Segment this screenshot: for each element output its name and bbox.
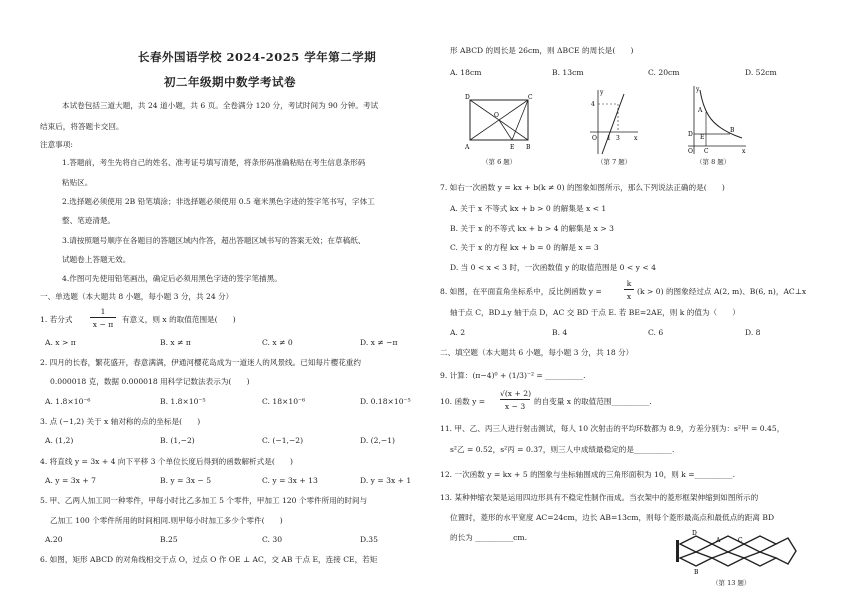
figure-13-caption: （第 13 题）	[712, 579, 751, 587]
svg-text:E: E	[510, 144, 515, 151]
q9-line: 9. 计算：(π−4)⁰ + (1/3)⁻² = __________.	[440, 371, 586, 380]
q5-option-c: C. 30	[262, 535, 283, 544]
q3-option-a: A. (1,2)	[45, 436, 74, 445]
q3-option-c: C. (−1,−2)	[262, 436, 304, 445]
q2-option-b: B. 1.8×10⁻⁵	[160, 397, 206, 406]
svg-text:C: C	[738, 537, 743, 544]
q2-option-c: C. 18×10⁻⁶	[262, 397, 306, 406]
q7-option-a: A. 关于 x 不等式 kx + b > 0 的解集是 x < 1	[450, 204, 607, 213]
q10-prefix: 10. 函数 y =	[440, 397, 486, 406]
q8-fraction-denominator: x	[626, 292, 632, 301]
q4-option-b: B. y = 3x − 5	[160, 476, 212, 485]
notes-label: 注意事项:	[40, 140, 73, 149]
q8-option-c: C. 6	[648, 328, 664, 337]
q10-denominator: x − 3	[504, 402, 526, 411]
q4-option-c: C. y = 3x + 13	[262, 476, 318, 485]
note-3b: 试题卷上答题无效。	[62, 255, 131, 264]
figure-6-rectangle	[464, 92, 536, 154]
q11-line-2: s²乙 = 0.52，s²丙 = 0.37，则三人中成绩最稳定的是__________.	[450, 445, 675, 454]
svg-text:x: x	[634, 135, 638, 142]
svg-text:x: x	[742, 148, 746, 155]
q5-line-2: 乙加工 100 个零件所用的时间相同.则甲每小时加工多少个零件( )	[50, 516, 283, 525]
q5-option-a: A.20	[45, 535, 63, 544]
svg-text:3: 3	[616, 135, 620, 142]
q8-line-1-suffix: (k > 0) 的图象经过点 A(2, m)、B(6, n)，AC⊥x	[637, 287, 807, 296]
q2-line-2: 0.000018 克，数据 0.000018 用科学记数法表示为( )	[50, 377, 250, 386]
note-4: 4.作图可先使用铅笔画出，确定后必须用黑色字迹的签字笔描黑。	[62, 274, 282, 283]
q7-option-d: D. 当 0 < x < 3 时，一次函数值 y 的取值范围是 0 < y < 4	[450, 263, 656, 272]
intro-line-1: 本试卷包括三道大题，共 24 道小题，共 6 页。全卷满分 120 分，考试时间为 90 分钟。考试	[62, 101, 379, 110]
svg-text:1: 1	[607, 135, 611, 142]
q5-option-d: D.35	[360, 535, 378, 544]
q2-line-1: 2. 四月的长春，繁花盛开，春意满满，伊通河樱花岛成为一道迷人的风景线。已知每片樱花重约	[40, 358, 361, 367]
q1-numerator: 1	[90, 307, 116, 318]
q6-option-d: D. 52cm	[745, 68, 777, 77]
q13-line-1: 13. 某种伸缩衣架是运用四边形具有不稳定性制作而成。当衣架中的菱形框架伸缩到如图所示的	[440, 493, 759, 502]
exam-title: 初二年级期中数学考试卷	[164, 75, 296, 89]
svg-text:C: C	[704, 148, 709, 155]
svg-text:B: B	[730, 127, 735, 134]
q5-line-1: 5. 甲、乙两人加工同一种零件，甲每小时比乙多加工 5 个零件，甲加工 120 个零件所用的时间与	[40, 496, 368, 505]
q7-option-b: B. 关于 x 的不等式 kx + b > 4 的解集是 x > 3	[450, 224, 614, 233]
q4-line: 4. 将直线 y = 3x + 4 向下平移 3 个单位长度后得到的函数解析式是( )	[40, 457, 293, 466]
svg-text:O: O	[494, 112, 499, 119]
figure-6-caption: （第 6 题）	[482, 158, 517, 166]
q6-line-1: 6. 如图，矩形 ABCD 的对角线相交于点 O，过点 O 作 OE ⊥ AC，交 AB 于点 E，连接 CE，若矩	[40, 555, 378, 564]
figure-8-caption: （第 8 题）	[696, 158, 731, 166]
q1-option-c: C. x ≠ 0	[262, 338, 293, 347]
q1-option-d: D. x ≠ −π	[360, 338, 398, 347]
figure-7-caption: （第 7 题）	[597, 158, 632, 166]
q1-denominator: x − π	[92, 320, 114, 329]
q3-line: 3. 点 (−1,2) 关于 x 轴对称的点的坐标是( )	[40, 417, 201, 426]
figure-8-hyperbola	[686, 84, 748, 156]
q1-option-b: B. x ≠ π	[160, 338, 191, 347]
q2-option-a: A. 1.8×10⁻⁶	[45, 397, 91, 406]
svg-text:B: B	[694, 569, 699, 576]
q12-line: 12. 一次函数 y = kx + 5 的图象与坐标轴围成的三角形面积为 10，则 k =__________.	[440, 470, 736, 479]
svg-text:A: A	[465, 144, 470, 151]
svg-text:D: D	[688, 131, 693, 138]
q1-option-a: A. x > π	[45, 338, 76, 347]
svg-text:y: y	[696, 86, 700, 93]
svg-text:A: A	[716, 537, 721, 544]
q13-line-2: 位置时，菱形的水平宽度 AC=24cm，边长 AB=13cm，则每个菱形最高点和最低点的距离 BD	[450, 513, 775, 522]
q8-line-1-prefix: 8. 如图，在平面直角坐标系中，反比例函数 y =	[440, 287, 602, 296]
note-2b: 整、笔迹清楚。	[62, 216, 116, 225]
q11-line-1: 11. 甲、乙、丙三人进行射击测试，每人 10 次射击的平均环数都为 8.9，方差分别为：s²甲 = 0.45，	[440, 424, 785, 433]
note-1b: 粘贴区。	[62, 178, 93, 187]
q2-option-d: D. 0.18×10⁻⁵	[360, 397, 411, 406]
svg-text:B: B	[526, 144, 531, 151]
q6-option-c: C. 20cm	[648, 68, 680, 77]
right-column	[440, 0, 835, 607]
q3-option-b: B. (1,−2)	[160, 436, 195, 445]
q10-numerator: √(x + 2)	[500, 389, 532, 398]
svg-text:O: O	[592, 135, 597, 142]
figure-7-line-graph	[588, 88, 640, 156]
q8-option-d: D. 8	[745, 328, 761, 337]
q8-option-a: A. 2	[450, 328, 466, 337]
q3-option-d: D. (2,−1)	[360, 436, 396, 445]
note-1a: 1.答题前，考生先将自己的姓名、准考证号填写清楚，将条形码准确粘贴在考生信息条形码	[62, 158, 366, 167]
intro-line-2: 结束后，将答题卡交回。	[40, 122, 124, 131]
svg-text:C: C	[528, 94, 533, 101]
section1-heading: 一、单选题（本大题共 8 小题，每小题 3 分，共 24 分）	[40, 292, 234, 301]
svg-text:O: O	[688, 148, 693, 155]
q8-option-b: B. 4	[552, 328, 568, 337]
svg-text:4: 4	[591, 101, 595, 108]
q8-fraction-numerator: k	[624, 279, 634, 290]
figure-13-rhombus-hanger	[672, 528, 800, 576]
note-2a: 2.选择题必须使用 2B 铅笔填涂；非选择题必须使用 0.5 毫米黑色字迹的签字笔书写，字体工	[62, 197, 375, 206]
note-3a: 3.请按照题号顺序在各题目的答题区域内作答，超出答题区域书写的答案无效；在草稿纸、	[62, 236, 366, 245]
q5-option-b: B.25	[160, 535, 178, 544]
q13-line-3: 的长为 __________cm.	[450, 533, 528, 542]
q1-prefix: 1. 若分式	[40, 315, 73, 324]
q7-line: 7. 如右一次函数 y = kx + b(k ≠ 0) 的图象如图所示，那么下列说法正确的是( )	[440, 183, 725, 192]
q1-suffix: 有意义，则 x 的取值范围是( )	[122, 315, 236, 324]
q6-option-a: A. 18cm	[450, 68, 482, 77]
svg-text:D: D	[692, 530, 697, 537]
q4-option-a: A. y = 3x + 7	[45, 476, 96, 485]
svg-text:D: D	[465, 94, 470, 101]
q8-line-2: 轴于点 C，BD⊥y 轴于点 D，AC 交 BD 于点 E. 若 BE=2AE，则 k 的值为（ ）	[450, 308, 740, 317]
section2-heading: 二、填空题（本大题共 6 小题，每小题 3 分，共 18 分）	[440, 348, 634, 357]
q6-option-b: B. 13cm	[552, 68, 584, 77]
q6-line-2: 形 ABCD 的周长是 26cm，则 ΔBCE 的周长是( )	[450, 46, 634, 55]
q10-suffix: 的自变量 x 的取值范围__________.	[534, 397, 652, 406]
svg-text:y: y	[600, 89, 604, 96]
left-column	[40, 0, 425, 607]
svg-text:A: A	[698, 107, 703, 114]
school-title: 长春外国语学校 2024-2025 学年第二学期	[138, 50, 377, 64]
q7-option-c: C. 关于 x 的方程 kx + b = 0 的解是 x = 3	[450, 243, 599, 252]
svg-text:E: E	[700, 134, 705, 141]
q4-option-d: D. y = 3x + 1	[360, 476, 412, 485]
